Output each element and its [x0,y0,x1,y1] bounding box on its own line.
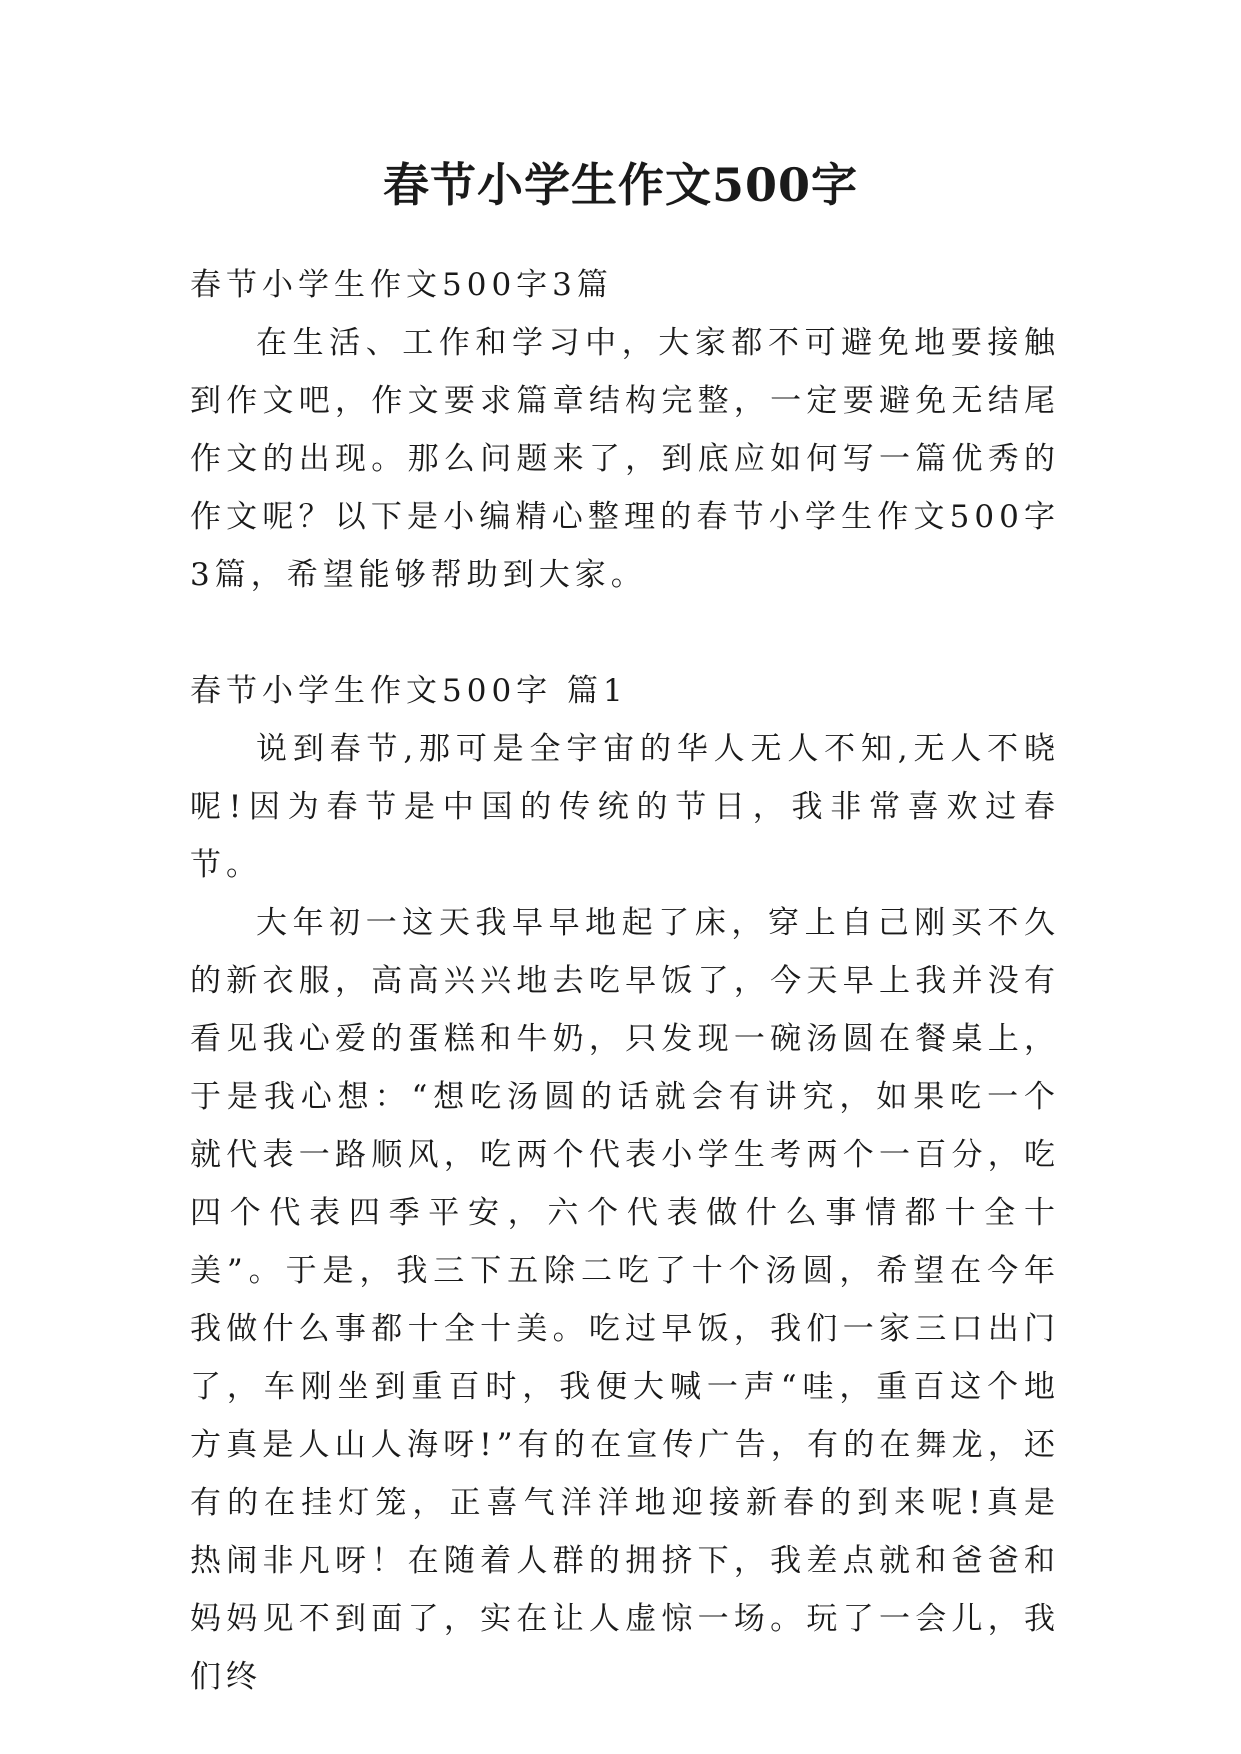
section-heading: 春节小学生作文500字 篇1 [190,673,628,709]
document-title: 春节小学生作文500字 [382,158,859,212]
section-spacer [190,604,1060,662]
document-body [190,256,1060,1706]
article-subtitle: 春节小学生作文500字3篇 [190,267,613,303]
intro-paragraph: 在生活、工作和学习中，大家都不可避免地要接触到作文吧，作文要求篇章结构完整，一定要避免无结尾作文的出现。那么问题来了，到底应如何写一篇优秀的作文呢？以下是小编精心整理的春节小学生作文500字3篇，希望能够帮助到大家。 [190,325,1060,593]
body-paragraph: 说到春节,那可是全宇宙的华人无人不知,无人不晓呢!因为春节是中国的传统的节日，我非常喜欢过春节。 [190,731,1060,883]
body-paragraph: 大年初一这天我早早地起了床，穿上自己刚买不久的新衣服，高高兴兴地去吃早饭了，今天早上我并没有看见我心爱的蛋糕和牛奶，只发现一碗汤圆在餐桌上，于是我心想：“想吃汤圆的话就会有讲究，如果吃一个就代表一路顺风，吃两个代表小学生考两个一百分，吃四个代表四季平安，六个代表做什么事情都十全十美”。于是，我三下五除二吃了十个汤圆，希望在今年我做什么事都十全十美。吃过早饭，我们一家三口出门了，车刚坐到重百时，我便大喊一声“哇，重百这个地方真是人山人海呀!”有的在宣传广告，有的在舞龙，还有的在挂灯笼，正喜气洋洋地迎接新春的到来呢!真是热闹非凡呀！在随着人群的拥挤下，我差点就和爸爸和妈妈见不到面了，实在让人虚惊一场。玩了一会儿，我们终 [190,905,1060,1695]
